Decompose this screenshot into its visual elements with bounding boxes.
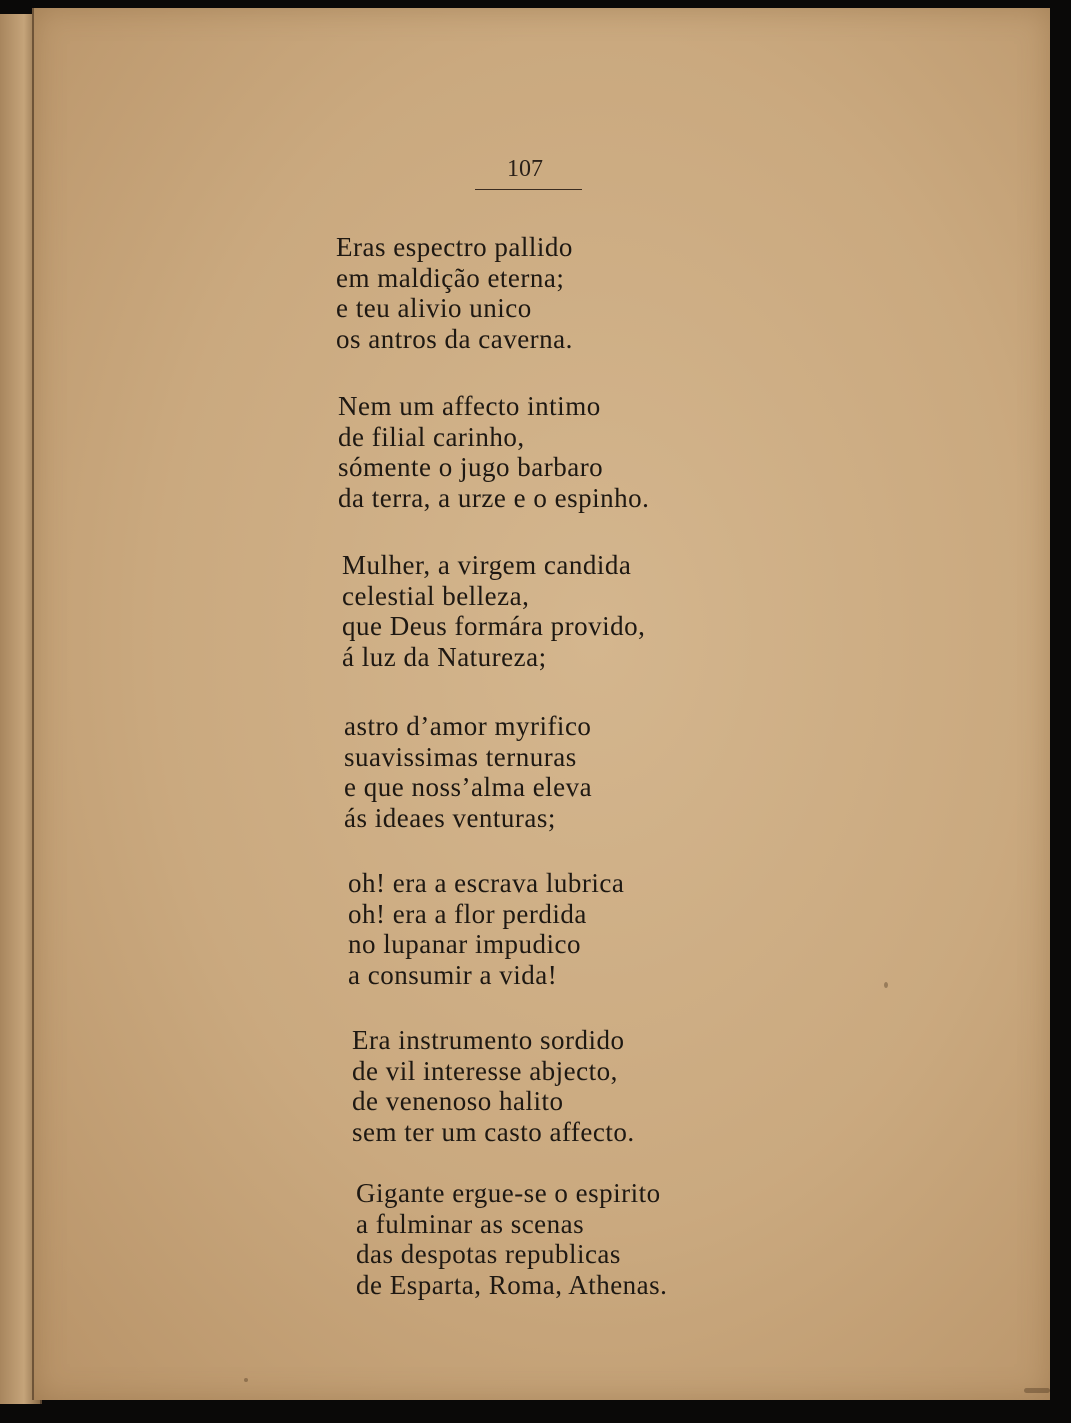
paper-spot	[244, 1378, 248, 1382]
poem-line: Era instrumento sordido	[352, 1025, 625, 1055]
poem-line: de filial carinho,	[338, 421, 525, 452]
stanza	[344, 711, 844, 833]
poem	[34, 8, 1050, 1400]
poem-line: sem ter um casto affecto.	[352, 1116, 635, 1147]
poem-line: a fulminar as scenas	[356, 1208, 585, 1239]
poem-line: os antros da caverna.	[336, 323, 573, 354]
poem-line: celestial belleza,	[342, 580, 530, 611]
poem-line: de Esparta, Roma, Athenas.	[356, 1269, 668, 1300]
poem-line: á luz da Natureza;	[342, 641, 547, 672]
poem-line: de vil interesse abjecto,	[352, 1055, 618, 1086]
stanza	[336, 232, 836, 354]
poem-line: das despotas republicas	[356, 1239, 621, 1269]
poem-line: de venenoso halito	[352, 1086, 564, 1116]
stanza	[356, 1178, 856, 1300]
paper-spot	[884, 982, 888, 988]
stanza	[342, 550, 842, 672]
poem-line: e que noss’alma eleva	[344, 772, 593, 802]
poem-line: da terra, a urze e o espinho.	[338, 482, 650, 513]
poem-line: e teu alivio unico	[336, 293, 532, 323]
poem-line: oh! era a escrava lubrica	[348, 868, 625, 898]
paper-spot	[1024, 1388, 1050, 1393]
poem-line: oh! era a flor perdida	[348, 898, 587, 929]
stanza	[352, 1025, 852, 1147]
poem-line: no lupanar impudico	[348, 929, 581, 959]
stanza	[348, 868, 848, 990]
poem-line: a consumir a vida!	[348, 959, 558, 990]
stanza	[338, 391, 838, 513]
poem-line: Nem um affecto intimo	[338, 391, 601, 421]
poem-line: que Deus formára provido,	[342, 611, 646, 641]
poem-line: em maldição eterna;	[336, 262, 565, 293]
poem-line: astro d’amor myrifico	[344, 711, 592, 741]
poem-line: sómente o jugo barbaro	[338, 452, 604, 482]
poem-line: ás ideaes venturas;	[344, 802, 556, 833]
poem-line: Eras espectro pallido	[336, 232, 573, 262]
poem-line: Gigante ergue-se o espirito	[356, 1178, 661, 1208]
poem-line: Mulher, a virgem candida	[342, 550, 632, 580]
poem-line: suavissimas ternuras	[344, 741, 577, 772]
book-page	[32, 8, 1050, 1400]
page-number: 107	[507, 156, 543, 182]
